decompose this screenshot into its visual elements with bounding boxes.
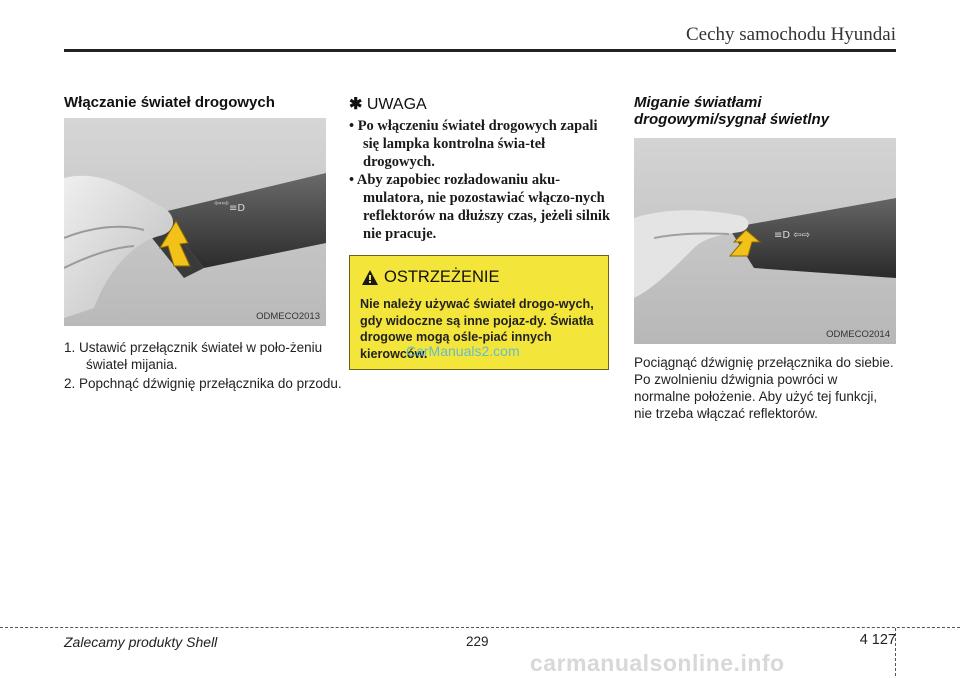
- watermark: CarManuals2.com: [406, 343, 520, 359]
- header-rule: [64, 49, 896, 52]
- section-title-high-beam: Włączanie świateł drogowych: [64, 94, 275, 111]
- asterisk-icon: ✱: [349, 96, 363, 113]
- flash-instructions: Pociągnąć dźwignię przełącznika do siebie. Po zwolnieniu dźwignia powróci w normalne położenie. Aby użyć tej funkcji, nie trzeba włączać reflektorów.: [634, 355, 894, 421]
- uwaga-item: • Aby zapobiec rozładowaniu aku-mulatora, nie pozostawiać włączo-nych reflektorów na dłuższy czas, jeżeli silnik nie pracuje.: [349, 172, 611, 242]
- footer-rule: [0, 627, 960, 628]
- page-header-title: Cechy samochodu Hyundai: [685, 24, 896, 45]
- step-1: 1. Ustawić przełącznik świateł w poło-żeniu świateł mijania.: [64, 340, 323, 372]
- footer-brand: carmanualsonline.info: [530, 650, 785, 676]
- warning-title: OSTRZEŻENIE: [384, 268, 500, 286]
- stalk-push-illustration: [64, 118, 326, 326]
- figure-odmeco2013: [64, 118, 326, 326]
- warning-heading: [362, 268, 500, 287]
- uwaga-heading: [349, 94, 427, 114]
- footer-promo: Zalecamy produkty Shell: [64, 634, 218, 650]
- svg-text:≡D ⇦⇨: ≡D ⇦⇨: [774, 230, 811, 241]
- step-2: 2. Popchnąć dźwignię przełącznika do przodu.: [64, 376, 342, 391]
- section-title-flash: [634, 94, 829, 128]
- uwaga-item: • Po włączeniu świateł drogowych zapali się lampka kontrolna świa-teł drogowych.: [349, 118, 598, 170]
- uwaga-title: UWAGA: [366, 96, 427, 113]
- uwaga-list: [349, 117, 611, 243]
- svg-text:⇦⇨: ⇦⇨: [214, 199, 230, 209]
- section-title-line: Miganie światłami: [634, 94, 762, 111]
- warning-triangle-icon: [362, 270, 378, 285]
- figure-odmeco2014: [634, 138, 896, 344]
- figure-code: ODMECO2014: [826, 329, 890, 340]
- section-title-line: drogowymi/sygnał świetlny: [634, 111, 830, 128]
- svg-text:≡D: ≡D: [229, 203, 246, 214]
- figure-code: ODMECO2013: [256, 311, 320, 322]
- warning-text: Nie należy używać świateł drogo-wych, gdy widoczne są inne pojaz-dy. Światła drogowe mogą ośle-piać innych kierowców.: [360, 297, 594, 361]
- stalk-pull-illustration: [634, 138, 896, 344]
- footer-section-page: 4 127: [859, 632, 896, 648]
- footer-page-number: 229: [466, 634, 489, 649]
